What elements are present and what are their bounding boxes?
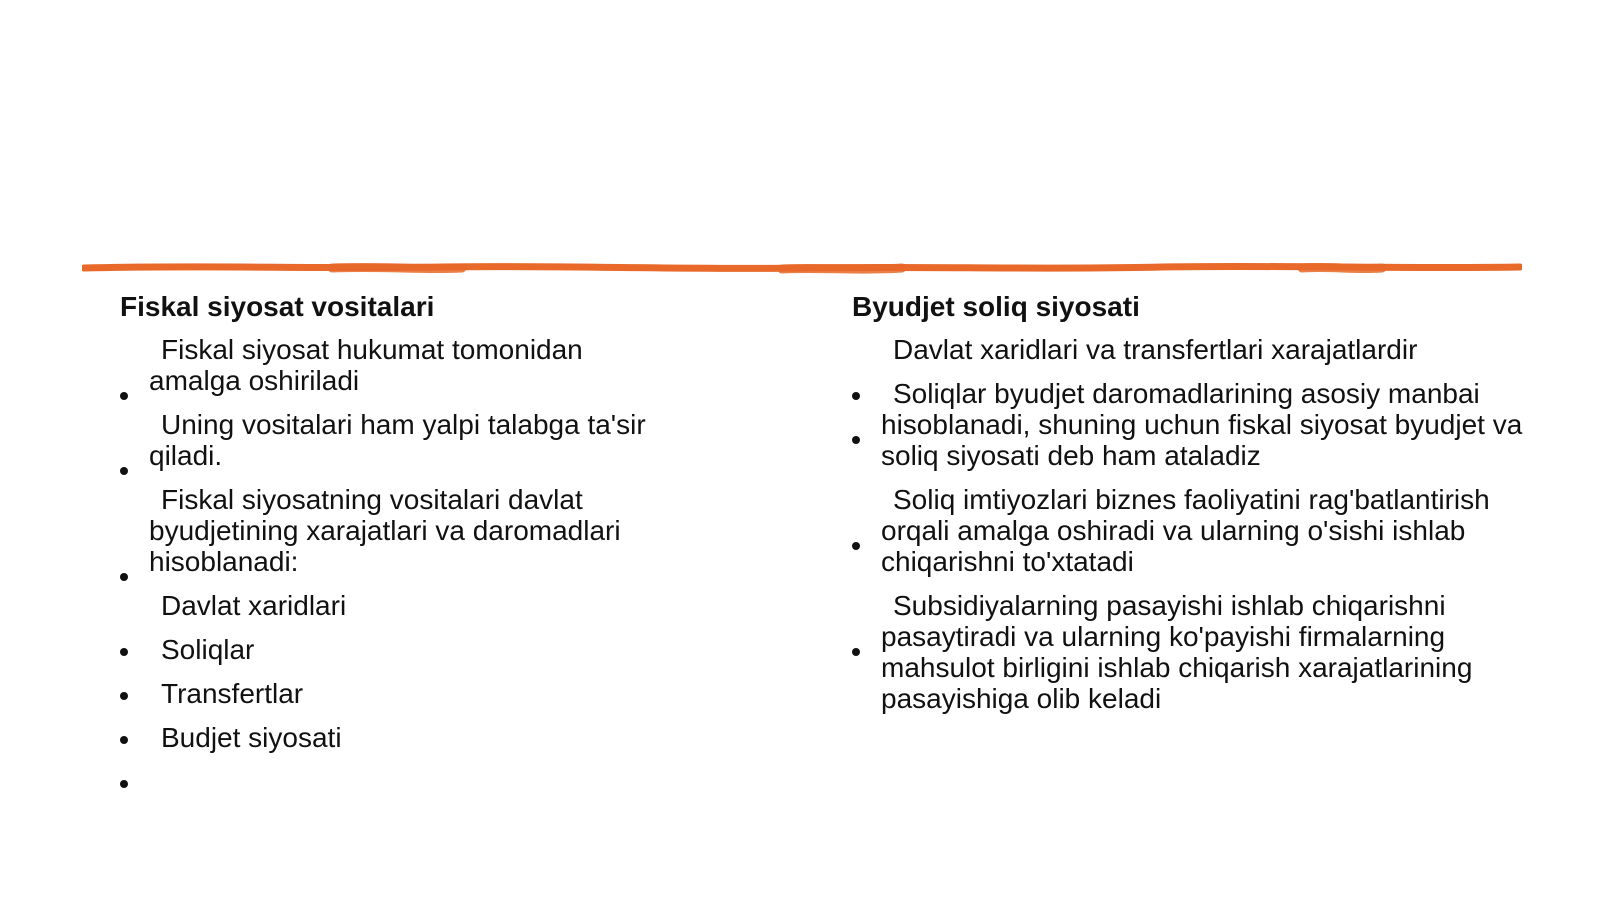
list-item: Budjet siyosati (120, 722, 680, 753)
list-item: Davlat xaridlari (120, 590, 680, 621)
left-column-title: Fiskal siyosat vositalari (120, 291, 435, 322)
left-bullet-list (120, 334, 680, 753)
list-item: Soliq imtiyozlari biznes faoliyatini rag'batlantirish orqali amalga oshiradi va ularning o'sishi ishlab chiqarishni to'xtatadi (852, 484, 1532, 577)
list-item: Soliqlar byudjet daromadlarining asosiy manbai hisoblanadi, shuning uchun fiskal siyosat byudjet va soliq siyosati deb ham ataladiz (852, 378, 1532, 471)
list-item: Subsidiyalarning pasayishi ishlab chiqarishni pasaytiradi va ularning ko'payishi firmalarning mahsulot birligini ishlab chiqarish xarajatlarining pasayishiga olib keladi (852, 590, 1532, 714)
list-item: Davlat xaridlari va transfertlari xarajatlardir (852, 334, 1532, 365)
orange-divider-line (82, 258, 1522, 278)
bullet-icon (120, 780, 128, 788)
bullet-icon (852, 648, 860, 656)
bullet-icon (120, 467, 128, 475)
list-item: Transfertlar (120, 678, 680, 709)
list-item: Uning vositalari ham yalpi talabga ta'sir qiladi. (120, 409, 680, 471)
right-column-title: Byudjet soliq siyosati (852, 291, 1140, 322)
left-column (120, 290, 680, 766)
bullet-icon (852, 436, 860, 444)
right-bullet-list (852, 334, 1532, 714)
bullet-icon (120, 392, 128, 400)
list-item: Fiskal siyosat hukumat tomonidan amalga oshiriladi (120, 334, 680, 396)
bullet-icon (852, 542, 860, 550)
list-item: Soliqlar (120, 634, 680, 665)
bullet-icon (120, 573, 128, 581)
list-item: Fiskal siyosatning vositalari davlat byudjetining xarajatlari va daromadlari hisoblanadi: (120, 484, 680, 577)
right-column (852, 290, 1532, 727)
